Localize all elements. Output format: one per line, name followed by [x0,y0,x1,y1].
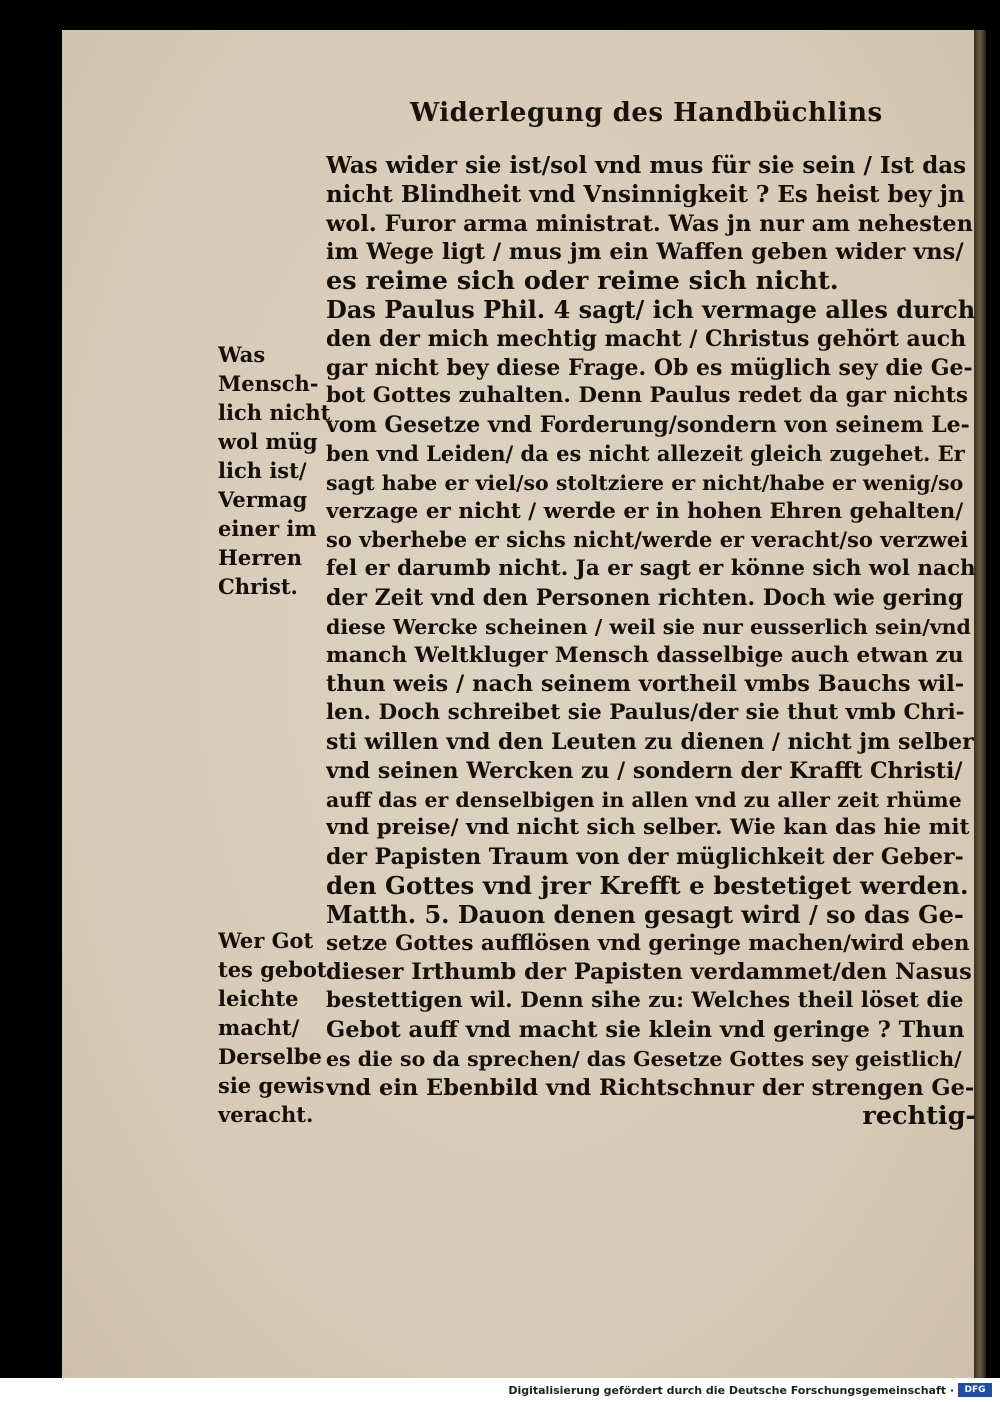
text-line: fel er darumb nicht. Ja er sagt er könne sich wol nach [326,556,976,582]
text-line: rechtig- [862,1102,976,1132]
margin-line: veracht. [218,1102,314,1127]
text-line: vnd seinen Wercken zu / sondern der Krafft Christi/ [326,757,963,784]
text-line: der Zeit vnd den Personen richten. Doch wie gering [326,584,964,611]
text-line: len. Doch schreibet sie Paulus/der sie thut vmb Chri- [326,700,965,726]
text-line: diese Wercke scheinen / weil sie nur eusserlich sein/vnd [326,614,971,639]
text-line: nicht Blindheit vnd Vnsinnigkeit ? Es heist bey jn [326,180,965,208]
text-line: vnd preise/ vnd nicht sich selber. Wie kan das hie mit [326,815,970,841]
text-line: sagt habe er viel/so stoltziere er nicht/habe er wenig/so [326,470,964,495]
text-line: so vberhebe er sichs nicht/werde er veracht/so verzwei [326,527,969,553]
text-line: es reime sich oder reime sich nicht. [326,267,839,296]
margin-note-2 [218,926,327,1129]
margin-line: Derselbe [218,1044,322,1069]
margin-line: macht/ [218,1015,300,1040]
dfg-logo: DFG [958,1383,992,1397]
text-line: gar nicht bey diese Frage. Ob es müglich sey die Ge- [326,354,973,381]
funding-credit: Digitalisierung gefördert durch die Deutsche Forschungsgemeinschaft · [508,1384,954,1397]
text-line: Gebot auff vnd macht sie klein vnd geringe ? Thun [326,1016,965,1043]
text-line: Das Paulus Phil. 4 sagt/ ich vermage alles durch [326,295,976,324]
margin-line: tes gebot [218,957,327,982]
margin-line: Christ. [218,574,298,599]
margin-note-1 [218,340,330,601]
text-line: es die so da sprechen/ das Gesetze Gottes sey geistlich/ [326,1046,962,1071]
margin-line: Herren [218,545,302,570]
text-line: ben vnd Leiden/ da es nicht allezeit gleich zugehet. Er [326,440,965,466]
margin-line: wol müg [218,429,318,454]
text-line: den der mich mechtig macht / Christus gehört auch [326,325,967,352]
text-line: verzage er nicht / werde er in hohen Ehren gehalten/ [326,498,964,524]
margin-line: lich ist/ [218,458,307,483]
margin-line: Wer Got [218,928,314,953]
margin-line: Vermag [218,487,308,512]
margin-line: lich nicht [218,400,331,425]
margin-line: Was [218,342,266,367]
margin-line: leichte [218,986,299,1011]
margin-line: einer im [218,516,317,541]
text-line: thun weis / nach seinem vortheil vmbs Bauchs wil- [326,671,965,698]
text-line: auff das er denselbigen in allen vnd zu aller zeit rhüme [326,787,962,812]
main-text [326,152,976,1131]
text-line: setze Gottes aufflösen vnd geringe machen/wird eben [326,930,970,956]
text-line: dieser Irthumb der Papisten verdammet/den Nasus [326,959,972,986]
text-line: sti willen vnd den Leuten zu dienen / nicht jm selber [326,728,974,755]
text-line: manch Weltkluger Mensch dasselbige auch etwan zu [326,642,964,668]
margin-line: Mensch- [218,371,319,396]
running-header: Widerlegung des Handbüchlins [410,98,883,128]
text-line: bestettigen wil. Denn sihe zu: Welches theil löset die [326,988,964,1014]
text-line: im Wege ligt / mus jm ein Waffen geben wider vns/ [326,239,964,266]
text-line: Was wider sie ist/sol vnd mus für sie sein / Ist das [326,152,967,179]
text-line: Matth. 5. Dauon denen gesagt wird / so das Ge- [326,900,964,929]
margin-line: sie gewis [218,1073,325,1098]
footer-bar [0,1378,1000,1402]
text-line: bot Gottes zuhalten. Denn Paulus redet da gar nichts [326,383,968,409]
text-line: wol. Furor arma ministrat. Was jn nur am nehesten [326,210,973,237]
text-line: vom Gesetze vnd Forderung/sondern von seinem Le- [326,412,970,439]
text-line: vnd ein Ebenbild vnd Richtschnur der strengen Ge- [326,1074,975,1101]
text-line: der Papisten Traum von der müglichkeit der Geber- [326,844,964,871]
text-line: den Gottes vnd jrer Krefft e bestetiget werden. [326,871,969,900]
